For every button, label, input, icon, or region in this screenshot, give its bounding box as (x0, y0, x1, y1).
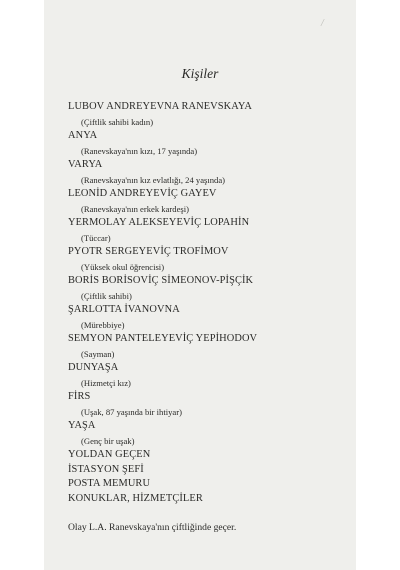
list-item (68, 332, 257, 361)
character-description: (Hizmetçi kız) (81, 377, 131, 388)
list-item (68, 158, 257, 187)
character-description: (Sayman) (81, 348, 115, 359)
character-name: LEONİD ANDREYEVİÇ GAYEV (68, 188, 217, 199)
list-item (68, 187, 257, 216)
list-item (68, 477, 257, 492)
page-title: Kişiler (181, 66, 219, 81)
list-item (68, 448, 257, 463)
character-name: YAŞA (68, 420, 96, 431)
character-name: YERMOLAY ALEKSEYEVİÇ LOPAHİN (68, 217, 250, 228)
character-name: FİRS (68, 391, 91, 402)
list-item (68, 361, 257, 390)
character-name: VARYA (68, 159, 103, 170)
character-description: (Ranevskaya'nın erkek kardeşi) (81, 203, 189, 214)
character-name: LUBOV ANDREYEVNA RANEVSKAYA (68, 101, 252, 112)
character-description: (Ranevskaya'nın kız evlatlığı, 24 yaşında) (81, 174, 226, 185)
character-name: SEMYON PANTELEYEVİÇ YEPİHODOV (68, 333, 258, 344)
character-name: KONUKLAR, HİZMETÇİLER (68, 492, 203, 504)
setting-note: Olay L.A. Ranevskaya'nın çiftliğinde geçer. (68, 522, 237, 533)
character-name: ANYA (68, 130, 98, 141)
character-name: PYOTR SERGEYEVİÇ TROFİMOV (68, 246, 229, 257)
character-name: DUNYAŞA (68, 362, 119, 373)
corner-mark: / (321, 18, 324, 29)
list-item (68, 463, 257, 478)
character-description: (Yüksek okul öğrencisi) (81, 261, 165, 272)
character-description: (Çiftlik sahibi) (81, 290, 132, 301)
character-description: (Genç bir uşak) (81, 435, 135, 446)
book-page (44, 0, 356, 570)
character-name: İSTASYON ŞEFİ (68, 463, 144, 475)
character-name: ŞARLOTTA İVANOVNA (68, 304, 180, 315)
character-description: (Uşak, 87 yaşında bir ihtiyar) (81, 406, 182, 417)
character-list (68, 100, 257, 506)
list-item (68, 274, 257, 303)
character-name: BORİS BORİSOVİÇ SİMEONOV-PİŞÇİK (68, 275, 254, 286)
list-item (68, 245, 257, 274)
character-description: (Ranevskaya'nın kızı, 17 yaşında) (81, 145, 198, 156)
list-item (68, 129, 257, 158)
list-item (68, 390, 257, 419)
character-description: (Mürebbiye) (81, 319, 125, 330)
character-name: POSTA MEMURU (68, 478, 151, 490)
list-item (68, 216, 257, 245)
list-item (68, 303, 257, 332)
character-name: YOLDAN GEÇEN (68, 449, 151, 460)
list-item (68, 419, 257, 448)
list-item (68, 100, 257, 129)
list-item (68, 492, 257, 507)
character-description: (Çiftlik sahibi kadın) (81, 116, 154, 127)
character-description: (Tüccar) (81, 232, 111, 243)
